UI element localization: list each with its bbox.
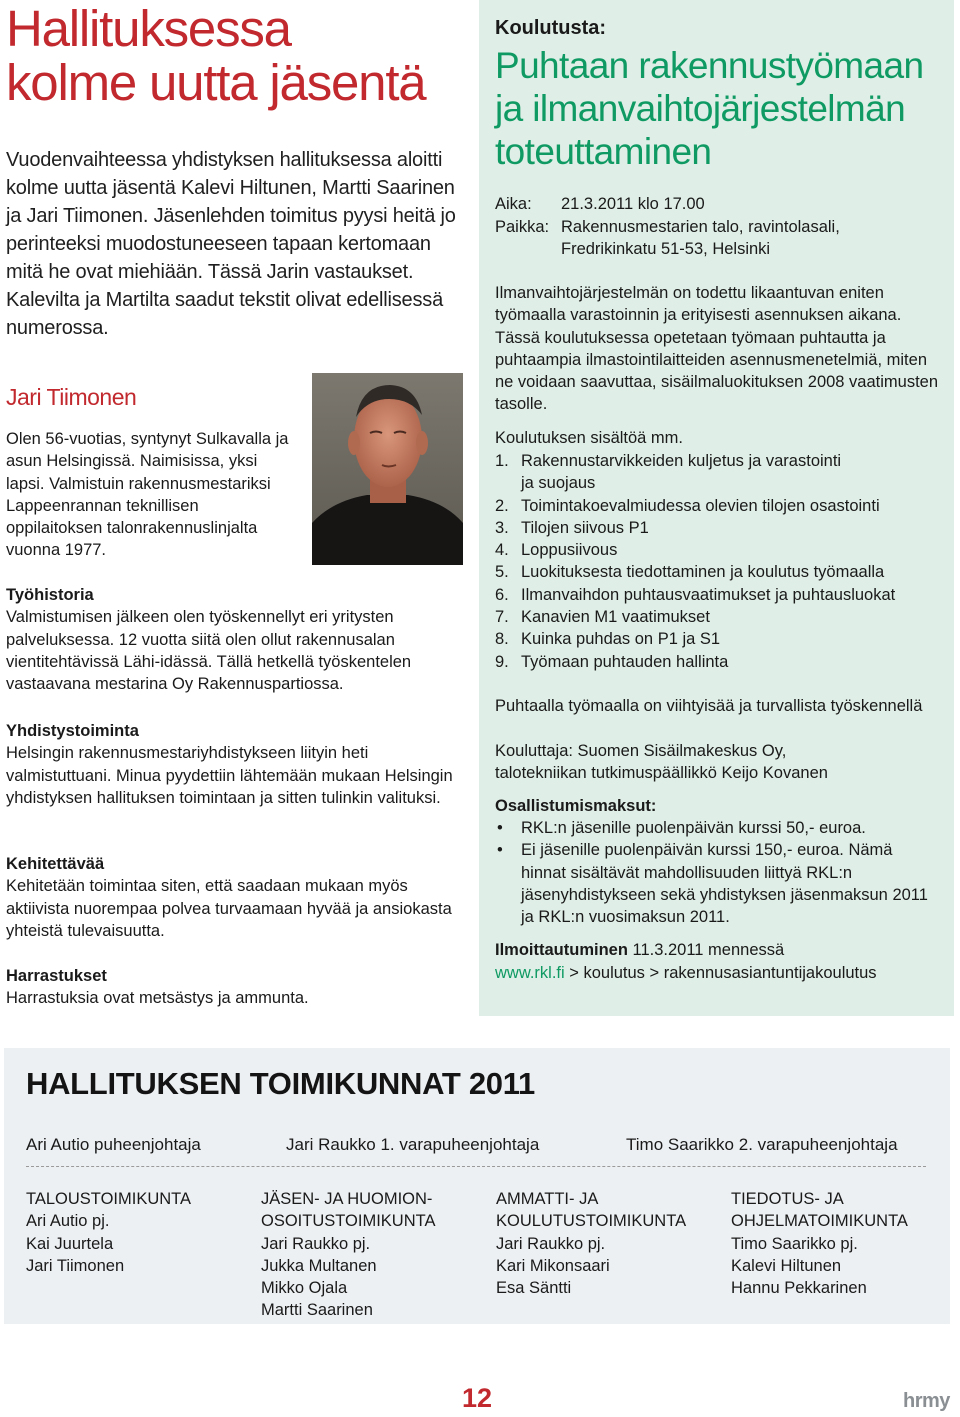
committee-member: Timo Saarikko pj. bbox=[731, 1234, 858, 1253]
list-item-number: 4. bbox=[495, 541, 509, 560]
committee-member: Kai Juurtela bbox=[26, 1234, 114, 1253]
committee-training bbox=[496, 1188, 724, 1299]
section-text: Valmistumisen jälkeen olen työskennellyt eri yritysten palveluksessa. 12 vuotta siitä olen ollut rakennusalan vientitehtävissä Lähi-idässä. Tällä hetkellä työskentelen vastaavana mestarina Oy Rakennuspartiossa. bbox=[6, 608, 412, 694]
list-item-number: 2. bbox=[495, 496, 509, 515]
list-item-text: Työmaan puhtauden hallinta bbox=[521, 652, 729, 671]
list-item bbox=[495, 539, 945, 561]
article-title-line: Hallituksessa bbox=[6, 0, 291, 57]
section-development bbox=[6, 853, 462, 942]
fees-heading: Osallistumismaksut: bbox=[495, 797, 657, 815]
course-title bbox=[495, 44, 935, 173]
link-path: > koulutus > rakennusasiantuntijakoulutus bbox=[564, 964, 877, 982]
section-text: Harrastuksia ovat metsästys ja ammunta. bbox=[6, 989, 309, 1008]
committee-communications bbox=[731, 1188, 959, 1299]
committee-member: Martti Saarinen bbox=[261, 1301, 373, 1320]
committee-name: KOULUTUSTOIMIKUNTA bbox=[496, 1212, 687, 1231]
publication-logo: hrmy bbox=[903, 1390, 950, 1412]
vice-chair-1: Jari Raukko 1. varapuheenjohtaja bbox=[286, 1135, 540, 1154]
committee-member: Jari Raukko pj. bbox=[496, 1234, 606, 1253]
course-place-line: Rakennusmestarien talo, ravintolasali, bbox=[561, 218, 840, 236]
list-item-text: Loppusiivous bbox=[521, 541, 618, 560]
committees-title: HALLITUKSEN TOIMIKUNNAT 2011 bbox=[26, 1066, 535, 1101]
list-item-number: 7. bbox=[495, 608, 509, 627]
list-item-number: 3. bbox=[495, 518, 509, 537]
committee-member: Jari Tiimonen bbox=[26, 1256, 125, 1275]
committee-member: Jari Raukko pj. bbox=[261, 1234, 371, 1253]
committee-membership bbox=[261, 1188, 489, 1322]
list-item bbox=[495, 495, 945, 517]
list-item-text: Ilmanvaihdon puhtausvaatimukset ja puhtausluokat bbox=[521, 585, 896, 604]
portrait-photo bbox=[312, 373, 463, 565]
list-item bbox=[495, 561, 945, 583]
list-item-text: Luokituksesta tiedottaminen ja koulutus työmaalla bbox=[521, 563, 885, 582]
committee-member: Mikko Ojala bbox=[261, 1279, 348, 1298]
section-heading: Harrastukset bbox=[6, 967, 107, 985]
committee-member: Esa Säntti bbox=[496, 1279, 572, 1298]
registration-label: Ilmoittautuminen bbox=[495, 941, 628, 959]
committee-member: Hannu Pekkarinen bbox=[731, 1279, 867, 1298]
course-contents-list bbox=[495, 450, 945, 673]
page-number: 12 bbox=[462, 1383, 493, 1413]
committee-finance bbox=[26, 1188, 254, 1277]
course-description: Ilmanvaihtojärjestelmän on todettu likaantuvan eniten työmaalla varastoinnin ja erityisesti asennuksen aikana. Tässä koulutuksessa opetetaan työmaan puhtautta ja puhtaampia ilmastointilaitteiden asennusmenetelmiä, miten ne voidaan saavuttaa, sisäilmaluokituksen 2008 vaatimusten tasolle. bbox=[495, 284, 939, 414]
course-title-line: ja ilmanvaihtojärjestelmän bbox=[495, 88, 906, 129]
list-item bbox=[495, 517, 945, 539]
section-text: Kehitetään toimintaa siten, että saadaan mukaan myös aktiivista nuorempaa polvea turvaamaan hyvää ja ansiokasta yhteistä tulevaisuutta. bbox=[6, 877, 452, 940]
committee-name: OHJELMATOIMIKUNTA bbox=[731, 1212, 908, 1231]
section-hobbies bbox=[6, 965, 462, 1010]
bullet-icon: • bbox=[497, 819, 503, 837]
list-item bbox=[495, 628, 945, 650]
person-name-heading: Jari Tiimonen bbox=[6, 384, 137, 410]
course-time-value: 21.3.2011 klo 17.00 bbox=[561, 195, 705, 213]
list-item bbox=[495, 606, 945, 628]
course-title-line: toteuttaminen bbox=[495, 131, 712, 172]
list-item-text: Kanavien M1 vaatimukset bbox=[521, 608, 710, 627]
course-summary: Puhtaalla työmaalla on viihtyisää ja turvallista työskennellä bbox=[495, 697, 923, 715]
committee-name: JÄSEN- JA HUOMION- bbox=[261, 1190, 433, 1208]
course-time bbox=[495, 193, 945, 215]
committee-name: TIEDOTUS- JA bbox=[731, 1190, 844, 1208]
section-heading: Yhdistystoiminta bbox=[6, 722, 139, 740]
list-item-text: Rakennustarvikkeiden kuljetus ja varastointi ja suojaus bbox=[521, 452, 842, 493]
course-label: Koulutusta: bbox=[495, 17, 607, 39]
list-item bbox=[495, 584, 945, 606]
committee-member: Ari Autio pj. bbox=[26, 1212, 110, 1231]
rkl-website-link[interactable]: www.rkl.fi bbox=[495, 964, 565, 982]
vice-chair-2: Timo Saarikko 2. varapuheenjohtaja bbox=[626, 1135, 898, 1154]
course-trainer-title: talotekniikan tutkimuspäällikkö Keijo Kovanen bbox=[495, 764, 828, 782]
list-item-number: 9. bbox=[495, 652, 509, 671]
list-item-text: Ei jäsenille puolenpäivän kurssi 150,- euroa. Nämä hinnat sisältävät mahdollisuuden liittyä RKL:n jäsenyhdistykseen sekä yhdistyksen jäsenmaksun 2011 ja RKL:n vuosimaksun 2011. bbox=[521, 841, 928, 927]
list-item-text: Tilojen siivous P1 bbox=[521, 518, 649, 537]
list-item-number: 5. bbox=[495, 563, 509, 582]
committee-name: OSOITUSTOIMIKUNTA bbox=[261, 1212, 436, 1231]
course-place-line-2: Fredrikinkatu 51-53, Helsinki bbox=[561, 240, 771, 258]
list-item bbox=[495, 839, 945, 928]
course-place bbox=[495, 216, 945, 238]
bullet-icon: • bbox=[497, 841, 503, 860]
article-lead: Vuodenvaihteessa yhdistyksen hallituksessa aloitti kolme uutta jäsentä Kalevi Hiltunen, Martti Saarinen ja Jari Tiimonen. Jäsenlehden toimitus pyysi heitä jo perinteeksi muodostuneeseen tapaan kertomaan mitä he ovat miehiään. Tässä Jarin vastaukset. Kalevilta ja Martilta saadut tekstit olivat edellisessä numerossa. bbox=[6, 149, 456, 339]
list-item-number: 8. bbox=[495, 630, 509, 649]
portrait-illustration bbox=[312, 373, 463, 565]
section-work-history bbox=[6, 584, 462, 695]
dashed-divider bbox=[26, 1166, 926, 1167]
course-time-label: Aika: bbox=[495, 195, 532, 213]
course-title-line: Puhtaan rakennustyömaan bbox=[495, 45, 924, 86]
chair: Ari Autio puheenjohtaja bbox=[26, 1135, 201, 1154]
list-item-number: 1. bbox=[495, 452, 509, 470]
list-item bbox=[495, 450, 945, 495]
person-intro: Olen 56-vuotias, syntynyt Sulkavalla ja asun Helsingissä. Naimisissa, yksi lapsi. Valmistuin rakennusmestariksi Lappeenrannan teknillisen oppilaitoksen talonrakennuslinjalta vuonna 1977. bbox=[6, 430, 289, 560]
article-title bbox=[6, 2, 476, 110]
committee-member: Kalevi Hiltunen bbox=[731, 1256, 842, 1275]
committee-name: TALOUSTOIMIKUNTA bbox=[26, 1190, 192, 1208]
section-text: Helsingin rakennusmestariyhdistykseen liityin heti valmistuttuani. Minua pyydettiin lähtemään mukaan Helsingin yhdistyksen hallituksen toimintaan ja sitten tulinkin valituksi. bbox=[6, 744, 453, 807]
section-association bbox=[6, 720, 462, 809]
section-heading: Työhistoria bbox=[6, 586, 94, 604]
committee-member: Jukka Multanen bbox=[261, 1256, 377, 1275]
list-item-number: 6. bbox=[495, 585, 509, 604]
article-title-line: kolme uutta jäsentä bbox=[6, 54, 426, 111]
registration-link-line bbox=[495, 962, 945, 984]
list-item-text: RKL:n jäsenille puolenpäivän kurssi 50,- euroa. bbox=[521, 819, 866, 837]
list-item-text: Kuinka puhdas on P1 ja S1 bbox=[521, 630, 721, 649]
registration-deadline: 11.3.2011 mennessä bbox=[627, 941, 785, 959]
committee-member: Kari Mikonsaari bbox=[496, 1256, 610, 1275]
list-item-text: Toimintakoevalmiudessa olevien tilojen osastointi bbox=[521, 496, 880, 515]
section-heading: Kehitettävää bbox=[6, 855, 105, 873]
course-place-label: Paikka: bbox=[495, 218, 550, 236]
fees-list bbox=[495, 817, 945, 928]
registration bbox=[495, 939, 945, 961]
list-item bbox=[495, 817, 945, 839]
committee-name: AMMATTI- JA bbox=[496, 1190, 599, 1208]
course-trainer: Kouluttaja: Suomen Sisäilmakeskus Oy, bbox=[495, 742, 787, 760]
course-contents-heading: Koulutuksen sisältöä mm. bbox=[495, 429, 684, 447]
list-item bbox=[495, 651, 945, 673]
